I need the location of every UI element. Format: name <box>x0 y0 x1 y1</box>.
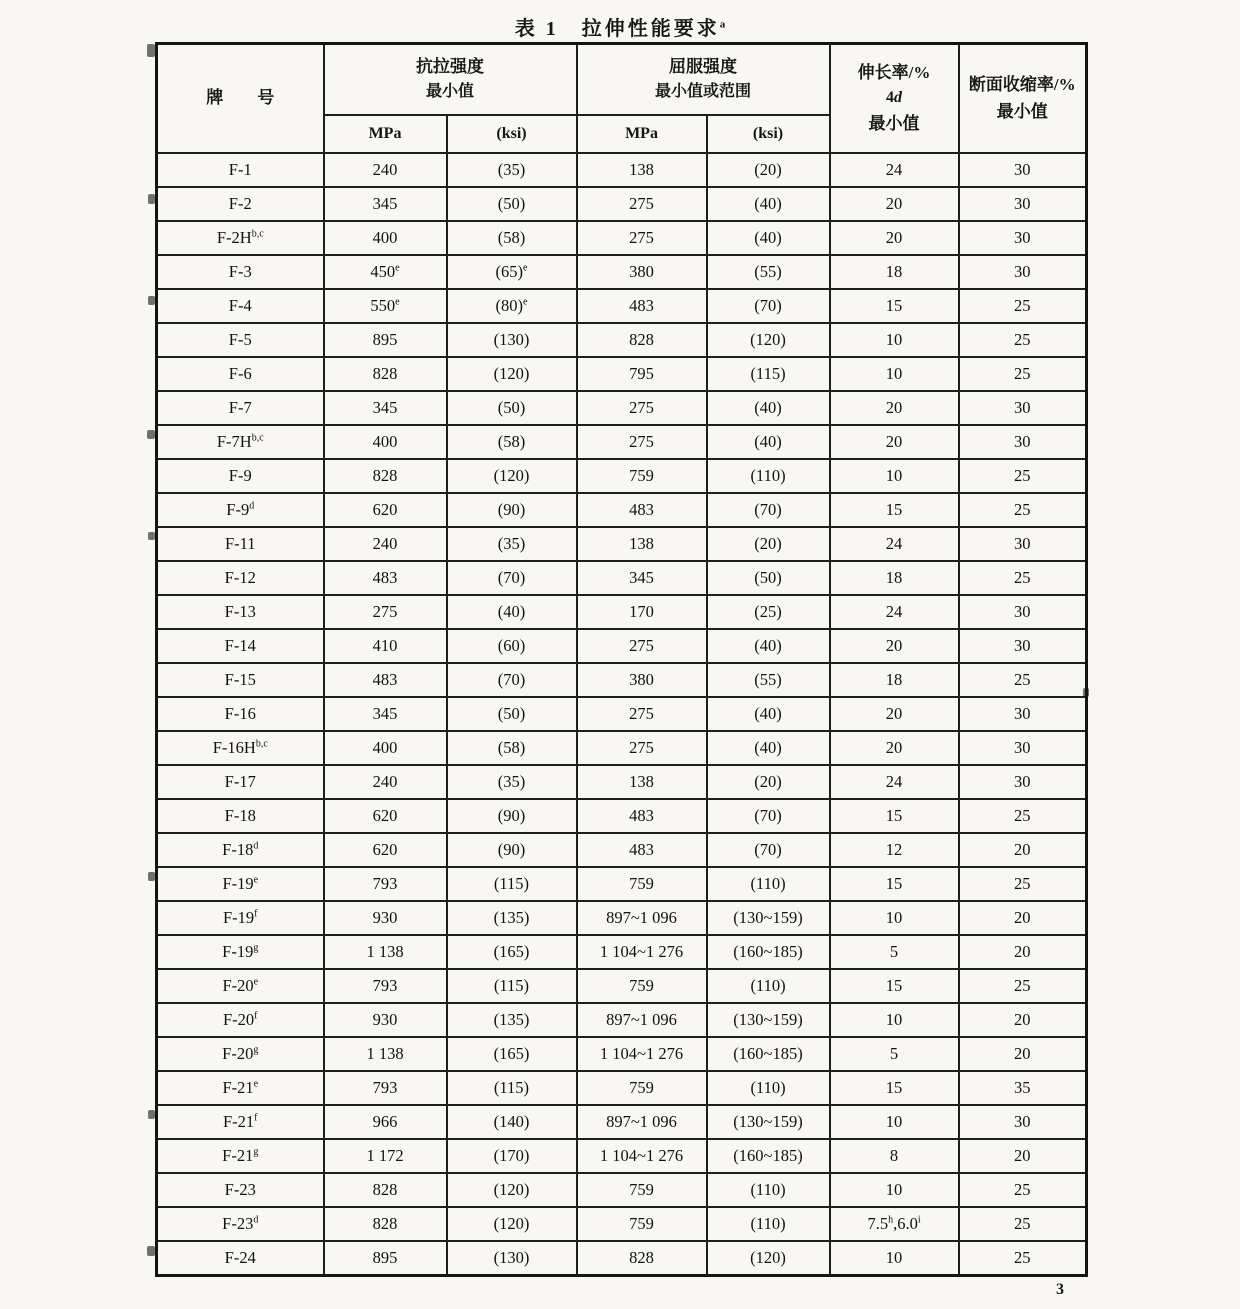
table-body <box>157 153 1087 1276</box>
value-cell: 25 <box>959 1241 1087 1276</box>
table-row <box>157 629 1087 663</box>
value-cell: (160~185) <box>707 1037 830 1071</box>
value-cell: (90) <box>447 833 577 867</box>
value-cell: 10 <box>830 1105 959 1139</box>
value-cell: (130~159) <box>707 1105 830 1139</box>
scan-artifact <box>148 872 155 881</box>
value-cell: (90) <box>447 493 577 527</box>
value-cell: 483 <box>324 663 447 697</box>
value-cell: 138 <box>577 527 707 561</box>
value-cell: 380 <box>577 663 707 697</box>
value-cell: (70) <box>707 289 830 323</box>
grade-cell: F-20$^f$ <box>157 1003 324 1037</box>
reduction-header-line1: 断面收缩率/% <box>968 75 1076 95</box>
value-cell: (40) <box>707 221 830 255</box>
value-cell: 35 <box>959 1071 1087 1105</box>
value-cell: 895 <box>324 323 447 357</box>
value-cell: 24 <box>830 765 959 799</box>
value-cell: 138 <box>577 153 707 187</box>
value-cell: 897~1 096 <box>577 901 707 935</box>
value-cell: (120) <box>447 1207 577 1241</box>
value-cell: 15 <box>830 289 959 323</box>
value-cell: (135) <box>447 901 577 935</box>
value-cell: 620 <box>324 493 447 527</box>
grade-cell: F-19e <box>157 867 324 901</box>
value-cell: 483 <box>577 289 707 323</box>
value-cell: (58) <box>447 731 577 765</box>
value-cell: 7.5$^h$,6.0$^i$ <box>830 1207 959 1241</box>
value-cell: 483 <box>577 493 707 527</box>
value-cell: 240 <box>324 527 447 561</box>
value-cell: 30 <box>959 425 1087 459</box>
value-cell: (110) <box>707 1071 830 1105</box>
value-cell: 25 <box>959 459 1087 493</box>
value-cell: 240 <box>324 765 447 799</box>
table-row <box>157 391 1087 425</box>
value-cell: (58) <box>447 425 577 459</box>
table-row <box>157 1037 1087 1071</box>
value-cell: 620 <box>324 833 447 867</box>
value-cell: 30 <box>959 595 1087 629</box>
value-cell: 24 <box>830 595 959 629</box>
value-cell: 275 <box>577 425 707 459</box>
table-row <box>157 153 1087 187</box>
value-cell: 25 <box>959 1207 1087 1241</box>
value-cell: 930 <box>324 1003 447 1037</box>
unit-header-yield-mpa: MPa <box>577 115 707 153</box>
value-cell: 793 <box>324 1071 447 1105</box>
value-cell: 240 <box>324 153 447 187</box>
value-cell: (20) <box>707 153 830 187</box>
table-row <box>157 527 1087 561</box>
value-cell: (40) <box>447 595 577 629</box>
value-cell: (40) <box>707 391 830 425</box>
value-cell: 30 <box>959 153 1087 187</box>
table-row <box>157 425 1087 459</box>
value-cell: 828 <box>324 459 447 493</box>
grade-cell: F-16 <box>157 697 324 731</box>
elongation-header-line1: 伸长率/% <box>857 62 931 82</box>
value-cell: (25) <box>707 595 830 629</box>
value-cell: 25 <box>959 663 1087 697</box>
value-cell: (165) <box>447 935 577 969</box>
value-cell: 20 <box>959 935 1087 969</box>
value-cell: (20) <box>707 527 830 561</box>
value-cell: (160~185) <box>707 1139 830 1173</box>
value-cell: 30 <box>959 187 1087 221</box>
value-cell: 20 <box>830 697 959 731</box>
scan-artifact <box>148 1110 155 1119</box>
value-cell: 8 <box>830 1139 959 1173</box>
table-row <box>157 1241 1087 1276</box>
value-cell: 25 <box>959 969 1087 1003</box>
value-cell: 483 <box>324 561 447 595</box>
value-cell: (110) <box>707 969 830 1003</box>
value-cell: (40) <box>707 187 830 221</box>
value-cell: 897~1 096 <box>577 1105 707 1139</box>
value-cell: (115) <box>447 1071 577 1105</box>
value-cell: (70) <box>707 833 830 867</box>
value-cell: (120) <box>447 1173 577 1207</box>
grade-cell: F-18 <box>157 799 324 833</box>
value-cell: (55) <box>707 663 830 697</box>
grade-cell: $F-16H^{b,c}$ <box>157 731 324 765</box>
table-row <box>157 731 1087 765</box>
value-cell: 828 <box>577 323 707 357</box>
value-cell: (35) <box>447 527 577 561</box>
value-cell: (120) <box>447 459 577 493</box>
value-cell: 10 <box>830 357 959 391</box>
value-cell: 966 <box>324 1105 447 1139</box>
value-cell: (110) <box>707 459 830 493</box>
value-cell: (35) <box>447 765 577 799</box>
grade-cell: F-6 <box>157 357 324 391</box>
value-cell: (110) <box>707 1173 830 1207</box>
value-cell: (70) <box>447 663 577 697</box>
grade-cell: F-2 <box>157 187 324 221</box>
table-row <box>157 459 1087 493</box>
value-cell: 897~1 096 <box>577 1003 707 1037</box>
table-row <box>157 663 1087 697</box>
value-cell: (110) <box>707 1207 830 1241</box>
value-cell: (35) <box>447 153 577 187</box>
value-cell: 25 <box>959 867 1087 901</box>
value-cell: 15 <box>830 799 959 833</box>
value-cell: 345 <box>577 561 707 595</box>
grade-cell: F-15 <box>157 663 324 697</box>
value-cell: 410 <box>324 629 447 663</box>
value-cell: 24 <box>830 153 959 187</box>
table-row <box>157 1139 1087 1173</box>
scan-artifact <box>148 532 155 540</box>
value-cell: 828 <box>324 357 447 391</box>
table-row <box>157 1071 1087 1105</box>
value-cell: (58) <box>447 221 577 255</box>
value-cell: 10 <box>830 1003 959 1037</box>
yield-header-line1: 屈服强度 <box>669 56 737 76</box>
value-cell: 20 <box>959 901 1087 935</box>
value-cell: 20 <box>830 731 959 765</box>
value-cell: 10 <box>830 459 959 493</box>
tensile-requirements-table <box>155 42 1088 1277</box>
value-cell: 550e <box>324 289 447 323</box>
value-cell: (90) <box>447 799 577 833</box>
value-cell: 1 104~1 276 <box>577 935 707 969</box>
value-cell: (40) <box>707 425 830 459</box>
value-cell: $(65)^e$ <box>447 255 577 289</box>
table-row <box>157 969 1087 1003</box>
unit-header-yield-ksi: (ksi) <box>707 115 830 153</box>
value-cell: 483 <box>577 833 707 867</box>
value-cell: (40) <box>707 731 830 765</box>
value-cell: 620 <box>324 799 447 833</box>
value-cell: 30 <box>959 255 1087 289</box>
grade-cell: F-19$^f$ <box>157 901 324 935</box>
grade-cell: F-12 <box>157 561 324 595</box>
value-cell: 15 <box>830 1071 959 1105</box>
tensile-header-line2: 最小值 <box>425 83 474 101</box>
value-cell: 20 <box>959 833 1087 867</box>
value-cell: (120) <box>707 1241 830 1276</box>
grade-cell: F-21e <box>157 1071 324 1105</box>
unit-header-tensile-ksi: (ksi) <box>447 115 577 153</box>
value-cell: (40) <box>707 629 830 663</box>
value-cell: 25 <box>959 357 1087 391</box>
col-header-yield-strength <box>577 44 830 116</box>
value-cell: 483 <box>577 799 707 833</box>
value-cell: 18 <box>830 663 959 697</box>
value-cell: 275 <box>577 391 707 425</box>
value-cell: 15 <box>830 493 959 527</box>
value-cell: 828 <box>577 1241 707 1276</box>
value-cell: 275 <box>577 221 707 255</box>
value-cell: 345 <box>324 391 447 425</box>
value-cell: 24 <box>830 527 959 561</box>
value-cell: 759 <box>577 969 707 1003</box>
table-row <box>157 935 1087 969</box>
value-cell: (130) <box>447 323 577 357</box>
value-cell: 828 <box>324 1173 447 1207</box>
grade-cell: F-18$^d$ <box>157 833 324 867</box>
col-header-grade: 牌 号 <box>157 44 324 154</box>
value-cell: 30 <box>959 629 1087 663</box>
value-cell: 20 <box>830 629 959 663</box>
value-cell: 15 <box>830 867 959 901</box>
value-cell: 400 <box>324 221 447 255</box>
value-cell: 20 <box>830 221 959 255</box>
value-cell: 20 <box>959 1037 1087 1071</box>
value-cell: (55) <box>707 255 830 289</box>
value-cell: (70) <box>447 561 577 595</box>
col-header-reduction-of-area <box>959 44 1087 154</box>
value-cell: 30 <box>959 1105 1087 1139</box>
value-cell: 12 <box>830 833 959 867</box>
grade-cell: F-17 <box>157 765 324 799</box>
value-cell: 930 <box>324 901 447 935</box>
value-cell: 18 <box>830 561 959 595</box>
value-cell: 5 <box>830 1037 959 1071</box>
value-cell: 275 <box>577 697 707 731</box>
value-cell: (120) <box>707 323 830 357</box>
page-number: 3 <box>1056 1281 1064 1298</box>
value-cell: 759 <box>577 867 707 901</box>
grade-cell: F-1 <box>157 153 324 187</box>
value-cell: 450e <box>324 255 447 289</box>
value-cell: 1 104~1 276 <box>577 1037 707 1071</box>
value-cell: 20 <box>959 1003 1087 1037</box>
value-cell: 5 <box>830 935 959 969</box>
grade-cell: F-9$^d$ <box>157 493 324 527</box>
value-cell: 275 <box>577 187 707 221</box>
value-cell: 138 <box>577 765 707 799</box>
value-cell: 25 <box>959 799 1087 833</box>
table-row <box>157 1105 1087 1139</box>
table-row <box>157 765 1087 799</box>
value-cell: 20 <box>830 187 959 221</box>
value-cell: 400 <box>324 425 447 459</box>
table-row <box>157 697 1087 731</box>
grade-cell: F-21$^g$ <box>157 1139 324 1173</box>
grade-cell: F-23$^d$ <box>157 1207 324 1241</box>
value-cell: (50) <box>447 391 577 425</box>
grade-cell: F-9 <box>157 459 324 493</box>
value-cell: (140) <box>447 1105 577 1139</box>
value-cell: 10 <box>830 901 959 935</box>
table-row <box>157 187 1087 221</box>
table-row <box>157 561 1087 595</box>
value-cell: 275 <box>577 629 707 663</box>
scan-artifact <box>148 194 155 204</box>
value-cell: (120) <box>447 357 577 391</box>
grade-cell: $F-7H^{b,c}$ <box>157 425 324 459</box>
value-cell: 20 <box>830 425 959 459</box>
value-cell: 895 <box>324 1241 447 1276</box>
value-cell: 793 <box>324 867 447 901</box>
value-cell: 759 <box>577 1071 707 1105</box>
value-cell: 10 <box>830 1173 959 1207</box>
table-row <box>157 595 1087 629</box>
value-cell: 380 <box>577 255 707 289</box>
value-cell: $(80)^e$ <box>447 289 577 323</box>
value-cell: 1 138 <box>324 1037 447 1071</box>
value-cell: 400 <box>324 731 447 765</box>
col-header-elongation <box>830 44 959 154</box>
table-row <box>157 1207 1087 1241</box>
value-cell: 25 <box>959 1173 1087 1207</box>
value-cell: 759 <box>577 1207 707 1241</box>
value-cell: 30 <box>959 731 1087 765</box>
value-cell: 30 <box>959 391 1087 425</box>
value-cell: 275 <box>324 595 447 629</box>
value-cell: 170 <box>577 595 707 629</box>
value-cell: (130~159) <box>707 1003 830 1037</box>
grade-cell: F-7 <box>157 391 324 425</box>
table-row <box>157 799 1087 833</box>
table-row <box>157 289 1087 323</box>
value-cell: 25 <box>959 561 1087 595</box>
value-cell: 828 <box>324 1207 447 1241</box>
value-cell: 20 <box>830 391 959 425</box>
value-cell: (110) <box>707 867 830 901</box>
grade-cell: F-3 <box>157 255 324 289</box>
value-cell: 759 <box>577 459 707 493</box>
table-row <box>157 833 1087 867</box>
yield-header-line2: 最小值或范围 <box>655 83 752 101</box>
grade-cell: F-24 <box>157 1241 324 1276</box>
value-cell: 30 <box>959 765 1087 799</box>
grade-cell: $F-2H^{b,c}$ <box>157 221 324 255</box>
value-cell: (160~185) <box>707 935 830 969</box>
value-cell: (130~159) <box>707 901 830 935</box>
value-cell: 345 <box>324 697 447 731</box>
grade-cell: F-5 <box>157 323 324 357</box>
table-title: 表 1 拉伸性能要求$^a$ <box>514 18 726 40</box>
table-row <box>157 255 1087 289</box>
value-cell: (115) <box>707 357 830 391</box>
elongation-header-line2: 4d <box>886 89 903 107</box>
table-row <box>157 221 1087 255</box>
grade-cell: F-20$^g$ <box>157 1037 324 1071</box>
reduction-header-line2: 最小值 <box>996 101 1048 121</box>
value-cell: 793 <box>324 969 447 1003</box>
table-row <box>157 493 1087 527</box>
value-cell: 25 <box>959 493 1087 527</box>
value-cell: 1 172 <box>324 1139 447 1173</box>
value-cell: (50) <box>447 697 577 731</box>
value-cell: 30 <box>959 527 1087 561</box>
value-cell: (115) <box>447 867 577 901</box>
value-cell: 25 <box>959 289 1087 323</box>
table-header <box>157 44 1087 154</box>
value-cell: 20 <box>959 1139 1087 1173</box>
unit-header-tensile-mpa: MPa <box>324 115 447 153</box>
tensile-header-line1: 抗拉强度 <box>416 56 484 76</box>
grade-cell: F-14 <box>157 629 324 663</box>
value-cell: (135) <box>447 1003 577 1037</box>
col-header-tensile-strength <box>324 44 577 116</box>
value-cell: (40) <box>707 697 830 731</box>
table-row <box>157 1003 1087 1037</box>
grade-cell: F-4 <box>157 289 324 323</box>
table-row <box>157 357 1087 391</box>
scan-artifact <box>148 296 155 305</box>
value-cell: 10 <box>830 1241 959 1276</box>
value-cell: (50) <box>447 187 577 221</box>
grade-cell: F-13 <box>157 595 324 629</box>
value-cell: 345 <box>324 187 447 221</box>
value-cell: 795 <box>577 357 707 391</box>
value-cell: 25 <box>959 323 1087 357</box>
value-cell: 275 <box>577 731 707 765</box>
table-row <box>157 323 1087 357</box>
grade-cell: F-20e <box>157 969 324 1003</box>
value-cell: 10 <box>830 323 959 357</box>
value-cell: (170) <box>447 1139 577 1173</box>
value-cell: (115) <box>447 969 577 1003</box>
scan-artifact <box>147 430 155 439</box>
value-cell: 1 138 <box>324 935 447 969</box>
value-cell: 15 <box>830 969 959 1003</box>
value-cell: (130) <box>447 1241 577 1276</box>
value-cell: (70) <box>707 799 830 833</box>
value-cell: 1 104~1 276 <box>577 1139 707 1173</box>
elongation-header-line3: 最小值 <box>868 113 920 133</box>
grade-cell: F-21$^f$ <box>157 1105 324 1139</box>
scan-artifact <box>1083 688 1089 697</box>
grade-cell: F-19$^g$ <box>157 935 324 969</box>
table-row <box>157 1173 1087 1207</box>
table-row <box>157 901 1087 935</box>
value-cell: 30 <box>959 697 1087 731</box>
value-cell: 18 <box>830 255 959 289</box>
value-cell: (50) <box>707 561 830 595</box>
scan-artifact <box>147 44 155 57</box>
table-row <box>157 867 1087 901</box>
value-cell: (20) <box>707 765 830 799</box>
grade-cell: F-23 <box>157 1173 324 1207</box>
value-cell: 30 <box>959 221 1087 255</box>
value-cell: (70) <box>707 493 830 527</box>
value-cell: (60) <box>447 629 577 663</box>
grade-cell: F-11 <box>157 527 324 561</box>
scan-artifact <box>147 1246 155 1256</box>
value-cell: (165) <box>447 1037 577 1071</box>
value-cell: 759 <box>577 1173 707 1207</box>
